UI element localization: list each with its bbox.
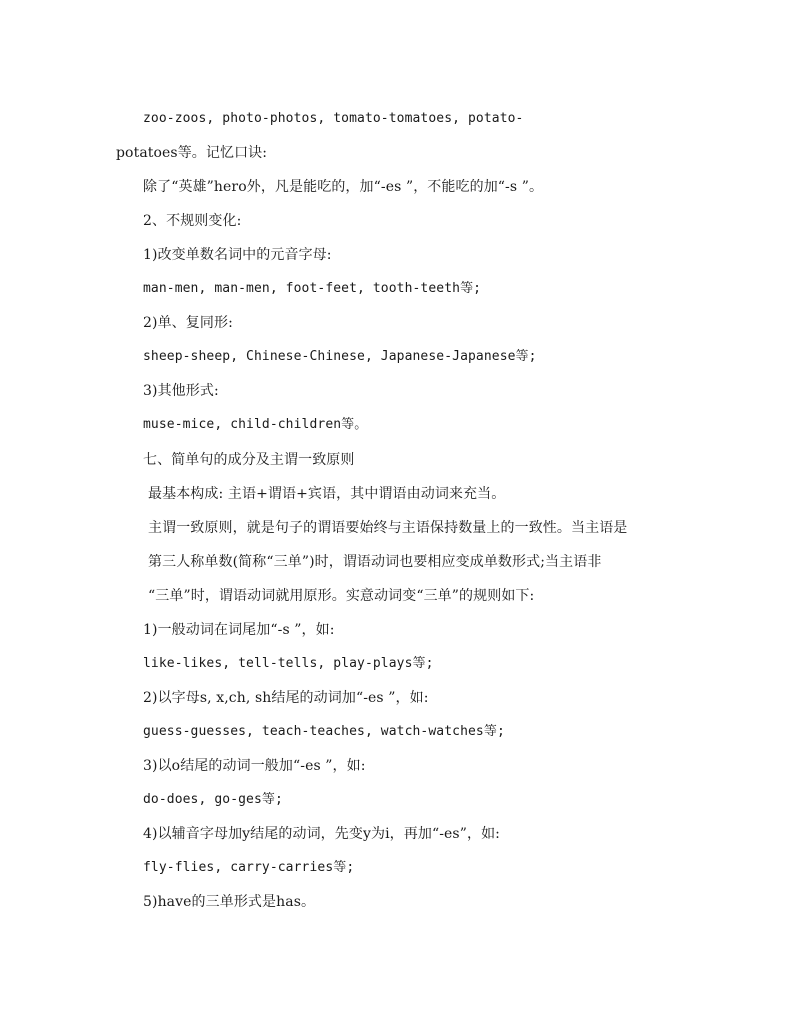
rule-2-heading: 2)以字母s, x,ch, sh结尾的动词加“-es ”，如: xyxy=(143,690,429,706)
rule-5-heading: 5)have的三单形式是has。 xyxy=(143,894,316,910)
text-line-plural-examples: zoo-zoos, photo-photos, tomato-tomatoes, potato- xyxy=(143,111,524,126)
rule-1-heading: 1)一般动词在词尾加“-s ”，如: xyxy=(143,622,335,638)
section-irregular-changes: 2、不规则变化: xyxy=(143,213,242,229)
text-line-basic-structure: 最基本构成: 主语+谓语+宾语，其中谓语由动词来充当。 xyxy=(148,486,506,502)
rule-3-heading: 3)以o结尾的动词一般加“-es ”，如: xyxy=(143,758,366,774)
subsection-vowel-change: 1)改变单数名词中的元音字母: xyxy=(143,247,332,263)
text-line-same-form-examples: sheep-sheep, Chinese-Chinese, Japanese-Japanese等; xyxy=(143,349,537,364)
text-line-mnemonic-intro: potatoes等。记忆口诀: xyxy=(116,145,268,161)
subsection-other-forms: 3)其他形式: xyxy=(143,383,219,399)
rule-2-examples: guess-guesses, teach-teaches, watch-watches等; xyxy=(143,724,505,739)
rule-1-examples: like-likes, tell-tells, play-plays等; xyxy=(143,656,434,671)
text-line-agreement-3: “三单”时，谓语动词就用原形。实意动词变“三单”的规则如下: xyxy=(148,588,535,604)
text-line-vowel-examples: man-men, man-men, foot-feet, tooth-teeth等; xyxy=(143,281,482,296)
rule-4-heading: 4)以辅音字母加y结尾的动词，先变y为i，再加“-es”，如: xyxy=(143,826,500,842)
rule-3-examples: do-does, go-ges等; xyxy=(143,792,283,807)
text-line-mnemonic: 除了“英雄”hero外，凡是能吃的，加“-es ”，不能吃的加“-s ”。 xyxy=(143,179,544,195)
section-heading-simple-sentence: 七、简单句的成分及主谓一致原则 xyxy=(143,452,355,468)
subsection-same-form: 2)单、复同形: xyxy=(143,315,233,331)
text-line-agreement-1: 主谓一致原则，就是句子的谓语要始终与主语保持数量上的一致性。当主语是 xyxy=(148,520,628,536)
text-line-other-examples: muse-mice, child-children等。 xyxy=(143,417,368,432)
text-line-agreement-2: 第三人称单数(简称“三单”)时，谓语动词也要相应变成单数形式;当主语非 xyxy=(148,554,602,570)
rule-4-examples: fly-flies, carry-carries等; xyxy=(143,860,355,875)
